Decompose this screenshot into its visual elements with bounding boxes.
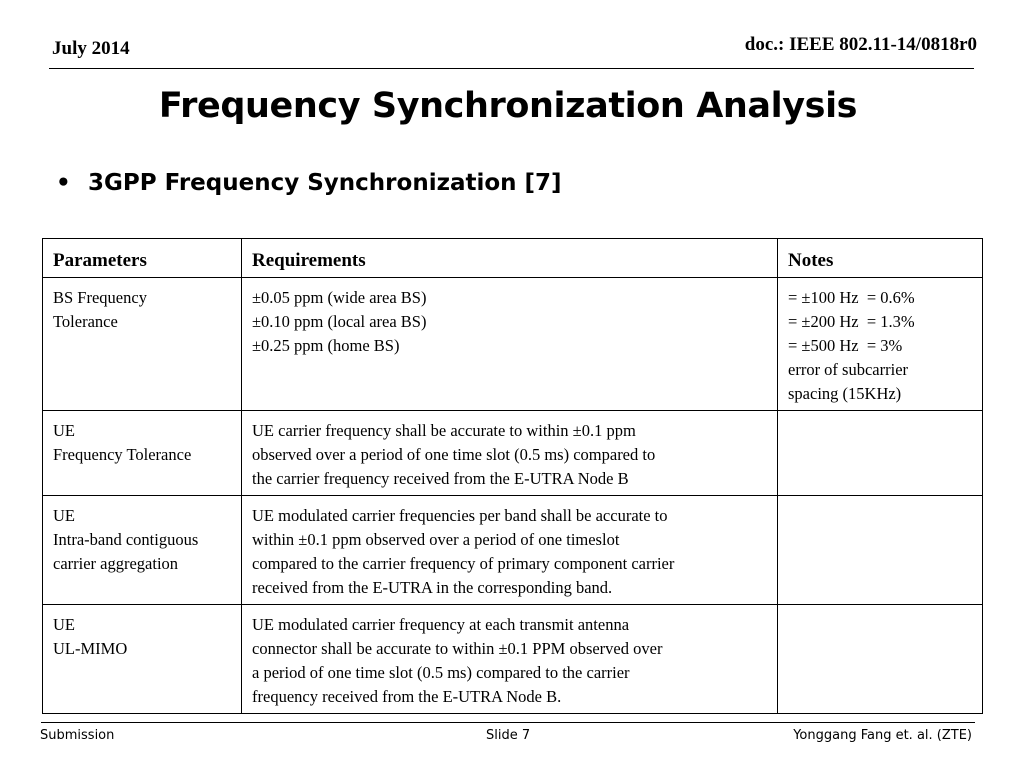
notes-cell <box>778 605 983 714</box>
cell-line: UL-MIMO <box>53 639 128 658</box>
cell-line: spacing (15KHz) <box>788 384 902 403</box>
cell-line: UE modulated carrier frequency at each transmit antenna <box>252 615 630 634</box>
cell-line: compared to the carrier frequency of primary component carrier <box>252 554 675 573</box>
bullet-dot: • <box>56 170 71 196</box>
cell-line: carrier aggregation <box>53 554 179 573</box>
table-row <box>43 278 983 411</box>
table-row <box>43 605 983 714</box>
cell-line: = ±500 Hz = 3% <box>788 336 903 355</box>
parameter-cell <box>43 496 242 605</box>
column-header-requirements: Requirements <box>242 239 778 278</box>
slide-title: Frequency Synchronization Analysis <box>158 86 858 126</box>
cell-line: ±0.25 ppm (home BS) <box>252 336 400 355</box>
cell-line: within ±0.1 ppm observed over a period of one timeslot <box>252 530 620 549</box>
requirement-cell <box>242 605 778 714</box>
cell-line: ±0.10 ppm (local area BS) <box>252 312 427 331</box>
table-row <box>43 411 983 496</box>
footer-submission: Submission <box>40 728 115 743</box>
cell-line: ±0.05 ppm (wide area BS) <box>252 288 427 307</box>
cell-line: Intra-band contiguous <box>53 530 199 549</box>
header-date: July 2014 <box>52 38 130 59</box>
bullet-item <box>56 170 562 196</box>
column-header-notes: Notes <box>778 239 983 278</box>
column-header-parameters: Parameters <box>43 239 242 278</box>
cell-line: = ±200 Hz = 1.3% <box>788 312 915 331</box>
cell-line: received from the E-UTRA in the corresponding band. <box>252 578 613 597</box>
parameter-cell <box>43 278 242 411</box>
notes-cell <box>778 496 983 605</box>
footer-slide-number: Slide 7 <box>486 728 531 743</box>
requirements-table <box>42 238 983 714</box>
cell-line: frequency received from the E-UTRA Node B. <box>252 687 562 706</box>
notes-cell <box>778 411 983 496</box>
cell-line: Frequency Tolerance <box>53 445 192 464</box>
parameter-cell <box>43 411 242 496</box>
header-doc-id: doc.: IEEE 802.11-14/0818r0 <box>744 34 977 55</box>
table-row <box>43 496 983 605</box>
footer-author: Yonggang Fang et. al. (ZTE) <box>793 728 972 743</box>
cell-line: UE <box>53 615 75 634</box>
cell-line: connector shall be accurate to within ±0.1 PPM observed over <box>252 639 663 658</box>
footer-divider <box>41 722 975 723</box>
notes-cell <box>778 278 983 411</box>
cell-line: the carrier frequency received from the E-UTRA Node B <box>252 469 629 488</box>
cell-line: BS Frequency <box>53 288 147 307</box>
requirement-cell <box>242 496 778 605</box>
cell-line: a period of one time slot (0.5 ms) compared to the carrier <box>252 663 630 682</box>
parameter-cell <box>43 605 242 714</box>
cell-line: Tolerance <box>53 312 118 331</box>
header-divider <box>49 68 974 69</box>
requirement-cell <box>242 411 778 496</box>
cell-line: UE carrier frequency shall be accurate to within ±0.1 ppm <box>252 421 636 440</box>
table-header-row <box>43 239 983 278</box>
cell-line: UE <box>53 421 75 440</box>
cell-line: error of subcarrier <box>788 360 909 379</box>
cell-line: = ±100 Hz = 0.6% <box>788 288 915 307</box>
cell-line: observed over a period of one time slot (0.5 ms) compared to <box>252 445 656 464</box>
requirement-cell <box>242 278 778 411</box>
bullet-text: 3GPP Frequency Synchronization [7] <box>88 170 562 196</box>
cell-line: UE modulated carrier frequencies per band shall be accurate to <box>252 506 668 525</box>
cell-line: UE <box>53 506 75 525</box>
